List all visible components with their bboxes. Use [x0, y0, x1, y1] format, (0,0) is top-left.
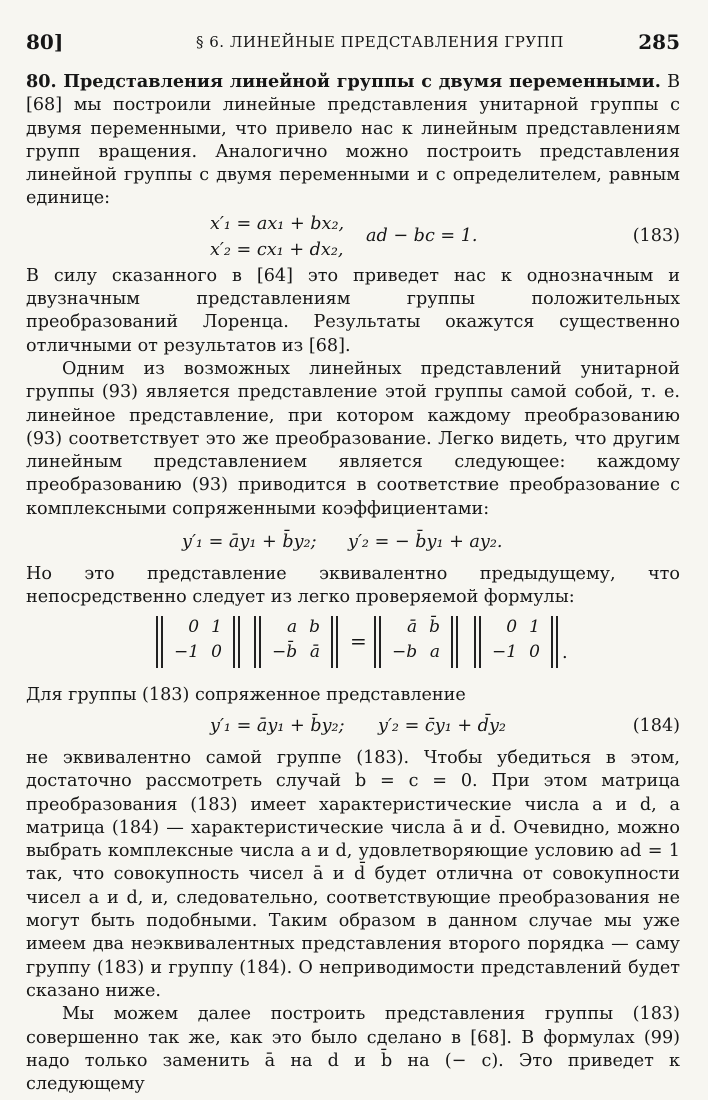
- m4-cell: 1: [529, 617, 540, 638]
- page-body: [26, 70, 680, 1096]
- paragraph-construct: Мы можем далее построить представления группы (183) совершенно так же, как это было сделано в [68]. В формулах (99) надо только заменить ā на d и b̄ на (− c). Это приведет к следующему: [26, 1004, 680, 1095]
- running-header: [26, 30, 680, 56]
- formula-end-dot: .: [562, 642, 568, 663]
- paragraph-nonequivalent: не эквивалентно самой группе (183). Чтобы убедиться в этом, достаточно рассмотреть случай b = c = 0. При этом матрица преобразования (183) имеет характеристические числа a и d, а матрица (184) — характеристические числа ā и d̄. Очевидно, можно выбрать комплексные числа a и d, удовлетворяющие условию ad = 1 так, что совокупность чисел ā и d̄ будет отлична от совокупности чисел a и d, и, следовательно, соответствующие преобразования не могут быть подобными. Таким образом в данном случае мы уже имеем два неэквивалентных представления второго порядка — саму группу (183) и группу (184). О неприводимости представлений будет сказано ниже.: [26, 747, 680, 1001]
- m2-cell: b: [309, 617, 321, 638]
- m4-cell: 0: [529, 642, 540, 663]
- m2-cell: ā: [309, 642, 321, 663]
- m2-cell: −b̄: [272, 642, 298, 663]
- m3-cell: a: [429, 642, 441, 663]
- m1-cell: −1: [174, 642, 200, 663]
- eq183-condition: ad − bc = 1.: [366, 225, 478, 246]
- m3-cell: ā: [407, 617, 418, 638]
- m2-cell: a: [287, 617, 298, 638]
- paragraph-group-183: Для группы (183) сопряженное представление: [26, 684, 466, 705]
- m1-cell: 0: [211, 642, 222, 663]
- m3-cell: b̄: [429, 617, 441, 638]
- eq183-number: (183): [632, 225, 680, 246]
- m1-cell: 1: [211, 617, 222, 638]
- running-title: § 6. ЛИНЕЙНЫЕ ПРЕДСТАВЛЕНИЯ ГРУПП: [196, 33, 564, 51]
- paragraph-equivalent: Но это представление эквивалентно предыдущему, что непосредственно следует из легко проверяемой формулы:: [26, 564, 680, 608]
- eq183-line2: x′₂ = cx₁ + dx₂,: [210, 239, 344, 260]
- matrix-1: [156, 616, 240, 668]
- m4-cell: 0: [506, 617, 518, 638]
- equals-sign: =: [350, 628, 367, 653]
- matrix-formula: [26, 610, 680, 684]
- m3-cell: −b: [392, 642, 418, 663]
- paragraph-unitary: Одним из возможных линейных представлений унитарной группы (93) является представление этой группы самой собой, т. е. линейное представление, при котором каждому преобразованию (93) соответствует это же преобразование. Легко видеть, что другим линейным представлением является следующее: каждому преобразованию (93) приводится в соответствие преобразование с комплексными сопряженными коэффициентами:: [26, 358, 680, 519]
- matrix-4: [474, 616, 558, 668]
- matrix-2: [254, 616, 338, 668]
- section-title: 80. Представления линейной группы с двумя переменными.: [26, 71, 661, 92]
- eq184-left: y′₁ = āy₁ + b̄y₂;: [210, 715, 345, 736]
- equation-184: [26, 707, 680, 747]
- page-number: 285: [638, 30, 680, 54]
- section-heading-paragraph: [26, 70, 680, 211]
- m1-cell: 0: [188, 617, 200, 638]
- section-ref: 80]: [26, 30, 64, 54]
- equation-183: [26, 211, 680, 265]
- eq183-line1: x′₁ = ax₁ + bx₂,: [210, 213, 345, 234]
- m4-cell: −1: [492, 642, 518, 663]
- eq-conj-left: y′₁ = āy₁ + b̄y₂;: [182, 532, 317, 553]
- eq-conj-right: y′₂ = − b̄y₁ + ay₂.: [348, 532, 503, 553]
- eq184-number: (184): [632, 715, 680, 736]
- paragraph-lorentz: В силу сказанного в [64] это приведет нас к однозначным и двузначным представлениям группы положительных преобразований Лоренца. Результаты окажутся существенно отличными от результатов из [68].: [26, 265, 680, 356]
- eq184-right: y′₂ = c̄y₁ + d̄y₂: [378, 715, 506, 736]
- matrix-3: [374, 616, 458, 668]
- intro-text: В [68] мы построили линейные представления унитарной группы с двумя переменными, что привело нас к линейным представлениям групп вращения. Аналогично можно построить представления линейной группы с двумя переменными и с определителем, равным единице:: [26, 72, 681, 209]
- equation-conjugate: [26, 521, 680, 563]
